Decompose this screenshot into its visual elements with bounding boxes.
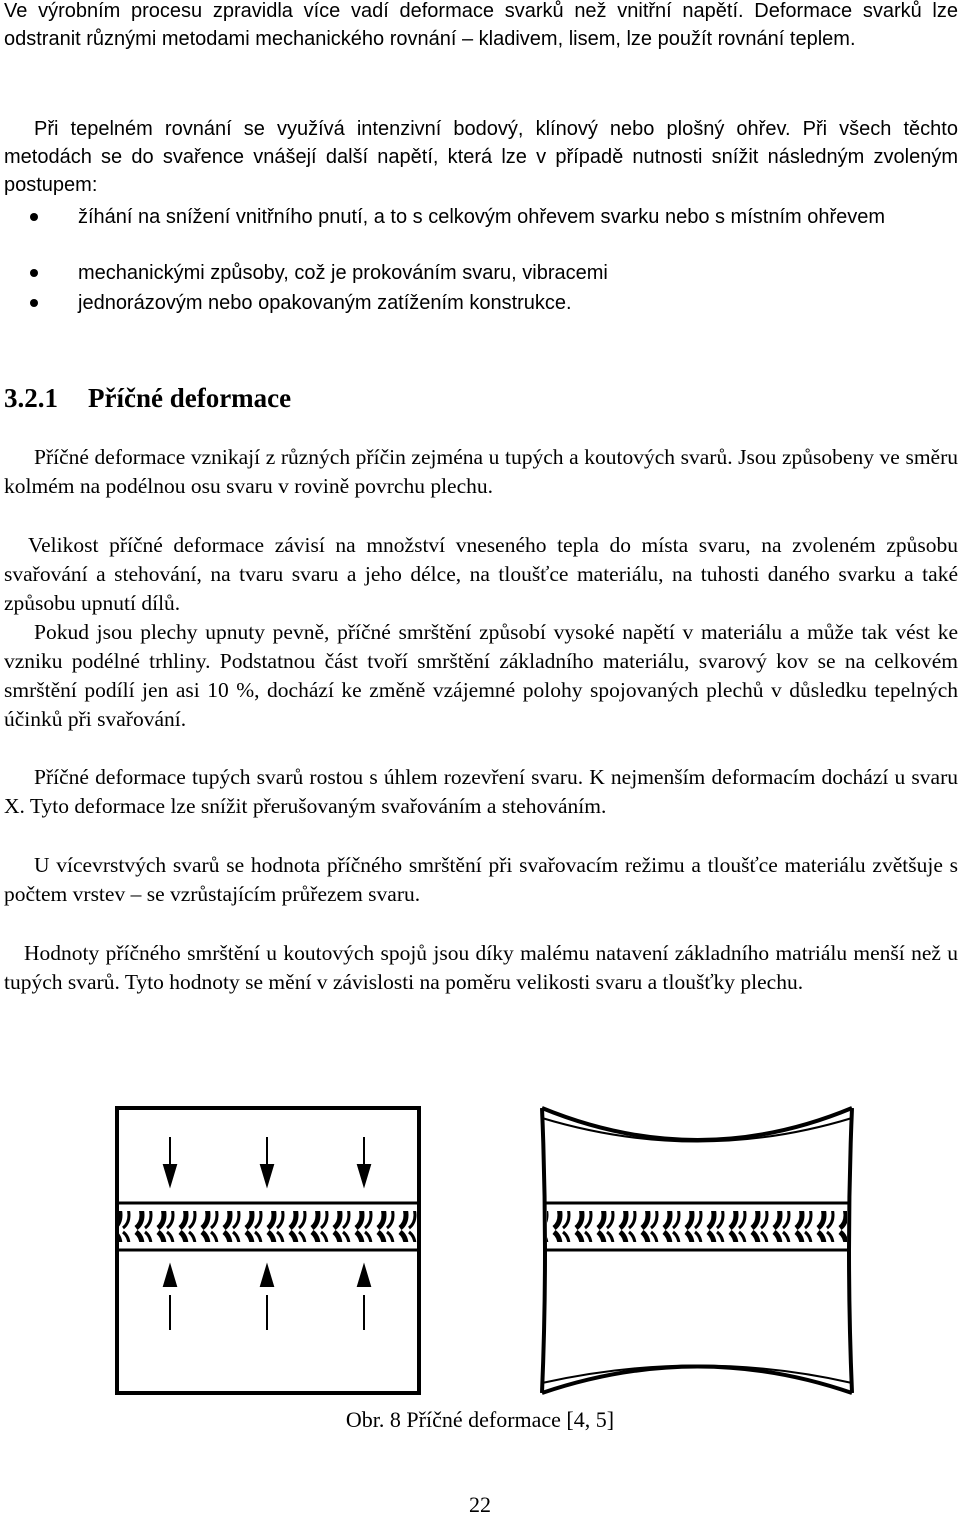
arrow-up-icon [164,1266,370,1330]
body-paragraph: Příčné deformace tupých svarů rostou s úhlem rozevření svaru. K nejmenším deformacím dochází u svaru X. Tyto deformace lze snížit přerušovaným svařováním a stehováním. [4,765,958,818]
heat-paragraph: Při tepelném rovnání se využívá intenzivní bodový, klínový nebo plošný ohřev. Při všech těchto metodách se do svařence vnášejí další napětí, která lze v případě nutnosti snížit následným zvoleným postupem: [4,118,958,196]
weld-bead [119,1211,417,1242]
body-paragraph: U vícevrstvých svarů se hodnota příčného smrštění při svařovacím režimu a tloušťce materiálu zvětšuje s počtem vrstev – se vzrůstajícím průřezem svaru. [4,853,958,906]
weld-bead [547,1211,847,1242]
list-item-text: jednorázovým nebo opakovaným zatížením konstrukce. [78,292,572,314]
arrow-down-icon [164,1137,370,1185]
body-paragraph: Velikost příčné deformace závisí na množství vneseného tepla do místa svaru, na zvoleném způsobu svařování a stehování, na tvaru svaru a jeho délce, na tloušťce materiálu, na tuhosti daného svarku a také způsobu upnutí dílů. [4,533,958,615]
list-item-text: mechanickými způsoby, což je prokováním svaru, vibracemi [78,262,608,284]
figure-panel-after [542,1108,852,1393]
page-number: 22 [469,1492,491,1517]
body-paragraph: Příčné deformace vznikají z různých příčin zejména u tupých a koutových svarů. Jsou způsobeny ve směru kolmém na podélnou osu svaru v rovině povrchu plechu. [4,445,958,498]
section-number: 3.2.1 [4,383,58,413]
section-title: Příčné deformace [88,383,292,413]
intro-paragraph: Ve výrobním procesu zpravidla více vadí deformace svarků než vnitřní napětí. Deformace svarků lze odstranit různými metodami mechanického rovnání – kladivem, lisem, lze použít rovnání teplem. [4,0,958,50]
list-item-text: žíhání na snížení vnitřního pnutí, a to s celkovým ohřevem svarku nebo s místním ohřevem [78,206,886,228]
body-paragraph: Hodnoty příčného smrštění u koutových spojů jsou díky malému natavení základního matriálu menší než u tupých svarů. Tyto hodnoty se mění v závislosti na poměru velikosti svaru a tloušťky plechu. [4,941,958,994]
figure-panel-before [117,1108,419,1393]
body-paragraph: Pokud jsou plechy upnuty pevně, příčné smrštění způsobí vysoké napětí v materiálu a může tak vést ke vzniku podélné trhliny. Podstatnou část tvoří smrštění základního materiálu, svarový kov se na celkovém smrštění podílí jen asi 10 %, dochází ke změně vzájemné polohy spojovaných plechů v důsledku tepelných účinků při svařování. [4,620,958,731]
figure-caption: Obr. 8 Příčné deformace [4, 5] [345,1407,615,1432]
